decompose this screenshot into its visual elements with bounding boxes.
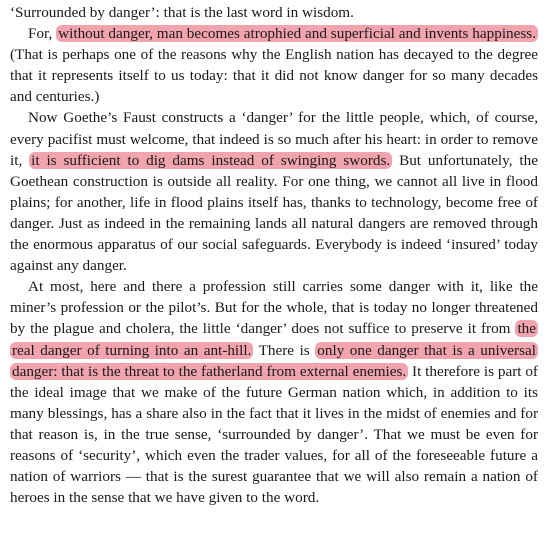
highlight-universal-danger: only one danger that is a universal danger: that is the threat to the fatherland from external enemies. [12, 341, 536, 380]
paragraph-1 [10, 2, 538, 23]
highlight-dams: it is sufficient to dig dams instead of swinging swords. [31, 151, 391, 169]
highlight-ant-hill: the real danger of turning into an ant-hill. [12, 320, 536, 359]
paragraph-4 [10, 276, 538, 508]
paragraph-2-text-start: For, [28, 25, 57, 43]
paragraph-4-text-middle: There is [253, 341, 316, 359]
paragraph-3 [10, 107, 538, 276]
paragraph-3-text-end: But unfortunately, the Goethean construction is outside all reality. For one thing, we cannot all live in flood plains; for another, life in flood plains itself has, thanks to technology, become free of danger. Just as indeed in the remaining lands all natural dangers are removed through the enormous apparatus of our social safeguards. Everybody is indeed ‘insured’ today against any danger. [10, 151, 538, 275]
highlight-happiness: without danger, man becomes atrophied and superficial and invents happiness. [58, 25, 536, 43]
paragraph-1-text: ‘Surrounded by danger’: that is the last word in wisdom. [10, 4, 354, 21]
paragraph-2-text-end: (That is perhaps one of the reasons why the English nation has decayed to the degree that it represents itself to us today: that it did not know danger for so many decades and centuries.) [10, 46, 538, 106]
paragraph-3-text-start: Now Goethe’s Faust constructs a ‘danger’ for the little people, which, of course, every pacifist must welcome, that indeed is so much after his heart: in order to remove it, [10, 109, 538, 169]
paragraph-4-text-end: It therefore is part of the ideal image that we make of the future German nation which, in addition to its many blessings, has a share also in the fact that it lives in the midst of enemies and for that reason is, in the true sense, ‘surrounded by danger’. That we must be even for reasons of ‘security’, which even the trader values, for all of the foreseeable future a nation of warriors — that is the surest guarantee that we will also remain a nation of heroes in the sense that we have given to the word. [10, 362, 538, 507]
paragraph-2 [10, 23, 538, 107]
paragraph-4-text-start: At most, here and there a profession still carries some danger with it, like the miner’s profession or the pilot’s. But for the whole, that is today no longer threatened by the plague and cholera, the little ‘danger’ does not suffice to preserve it from [10, 278, 538, 338]
